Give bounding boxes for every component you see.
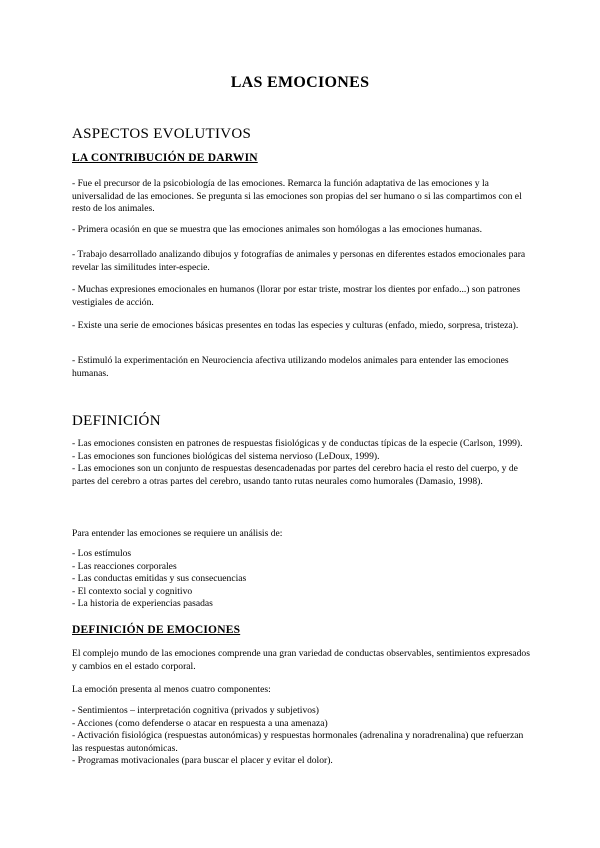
list-item: - Los estímulos [72,548,132,559]
paragraph-darwin-6: - Estimuló la experimentación en Neurociencia afectiva utilizando modelos animales para entender las emociones humanas. [72,355,509,379]
paragraph-emociones: El complejo mundo de las emociones comprende una gran variedad de conductas observables, sentimientos expresados y cambios en el estado corporal. [72,648,530,672]
document-title: LAS EMOCIONES [230,74,370,91]
subheading-definicion-emociones: DEFINICIÓN DE EMOCIONES [72,624,241,636]
definition-carlson: - Las emociones consisten en patrones de respuestas fisiológicas y de conductas típicas de la especie (Carlson, 1999). [72,438,523,449]
list-item: - La historia de experiencias pasadas [72,598,213,610]
analysis-list [72,548,534,611]
paragraph-darwin-4: - Muchas expresiones emocionales en humanos (llorar por estar triste, mostrar los dientes por enfado...) son patrones vestigiales de acción. [72,284,521,308]
paragraph-darwin-2: - Primera ocasión en que se muestra que las emociones animales son homólogas a las emociones humanas. [72,224,483,235]
list-item: - Activación fisiológica (respuestas autonómicas) y respuestas hormonales (adrenalina y noradrenalina) que refuerzan las respuestas autonómicas. [72,730,524,754]
subheading-darwin: LA CONTRIBUCIÓN DE DARWIN [72,152,258,164]
section-heading-definicion: DEFINICIÓN [72,413,161,429]
definition-ledoux: - Las emociones son funciones biológicas del sistema nervioso (LeDoux, 1999). [72,450,380,462]
list-item: - Programas motivacionales (para buscar el placer y evitar el dolor). [72,755,333,767]
list-item: - Las conductas emitidas y sus consecuencias [72,573,247,585]
components-list [72,705,534,768]
paragraph-darwin-5: - Existe una serie de emociones básicas presentes en todas las especies y culturas (enfado, miedo, sorpresa, tristeza). [72,320,519,331]
list-item: - Acciones (como defenderse o atacar en respuesta a una amenaza) [72,717,328,729]
definitions-block [72,438,534,488]
components-intro: La emoción presenta al menos cuatro componentes: [72,684,271,695]
paragraph-darwin-3: - Trabajo desarrollado analizando dibujos y fotografías de animales y personas en diferentes estados emocionales para revelar las similitudes inter-especie. [72,249,526,273]
list-item: - Las reacciones corporales [72,560,177,572]
paragraph-darwin-1: - Fue el precursor de la psicobiología de las emociones. Remarca la función adaptativa de las emociones y la universalidad de las emociones. Se pregunta si las emociones son propias del ser humano o si las compartimos con el resto de los animales. [72,178,522,215]
list-item: - Sentimientos – interpretación cognitiva (privados y subjetivos) [72,705,319,716]
section-heading-aspectos: ASPECTOS EVOLUTIVOS [72,126,252,142]
analysis-intro: Para entender las emociones se requiere un análisis de: [72,528,283,539]
list-item: - El contexto social y cognitivo [72,585,193,597]
definition-damasio: - Las emociones son un conjunto de respuestas desencadenadas por partes del cerebro hacia el resto del cuerpo, y de partes del cerebro a otras partes del cerebro, usando tanto rutas neurales como humorales (Damasio, 1998). [72,463,518,487]
